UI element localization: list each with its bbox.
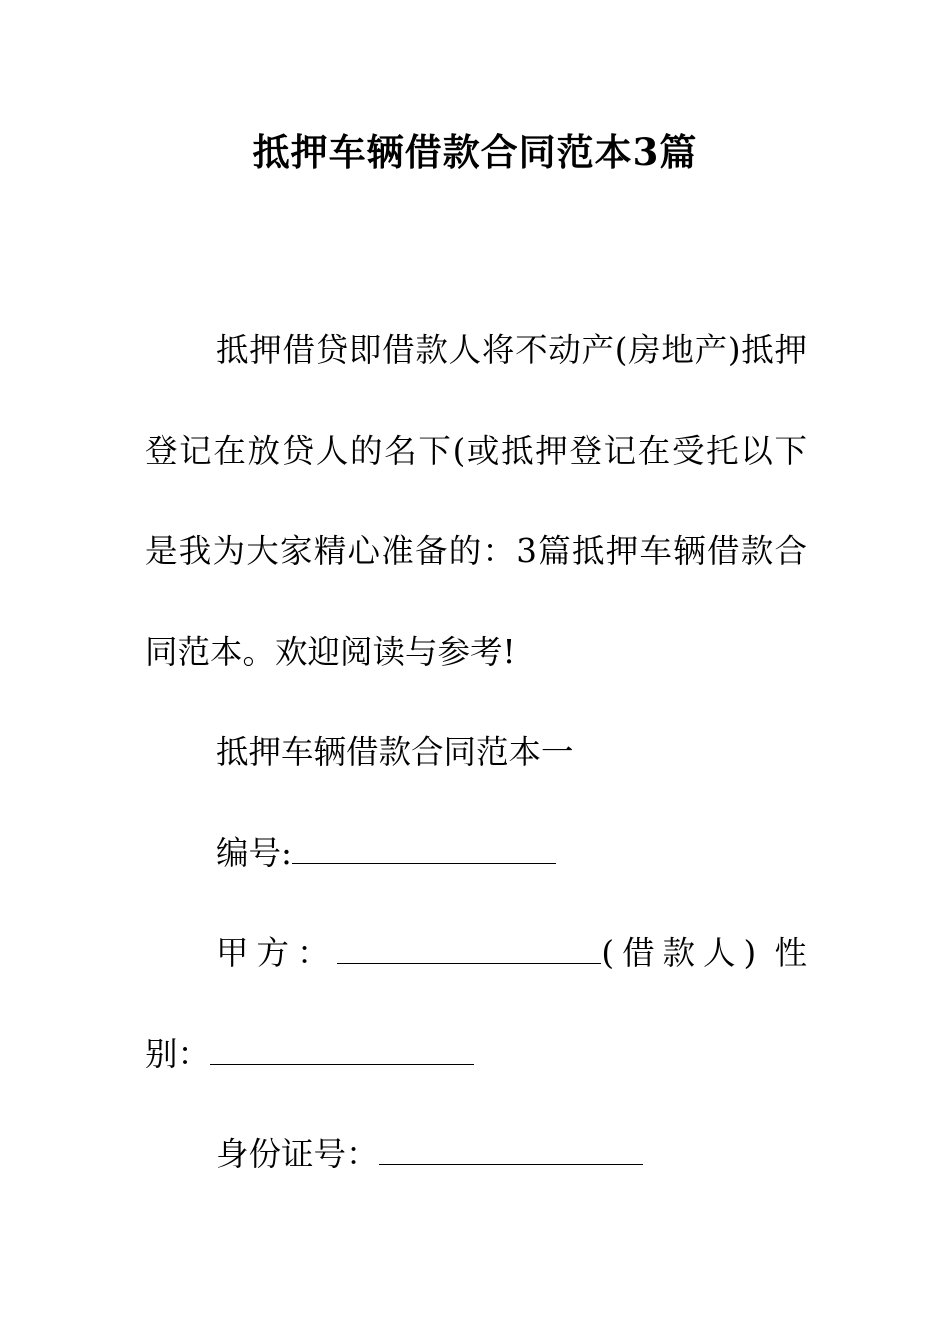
section-heading: 抵押车辆借款合同范本一 <box>216 733 574 771</box>
party-a-field <box>145 903 807 1104</box>
party-a-blank <box>337 939 601 964</box>
number-field <box>145 803 807 904</box>
number-label: 编号: <box>216 833 292 872</box>
number-blank <box>292 839 556 864</box>
id-number-field <box>145 1104 807 1205</box>
intro-paragraph: 抵押借贷即借款人将不动产(房地产)抵押登记在放贷人的名下(或抵押登记在受托以下是我为大家精心准备的：3篇抵押车辆借款合同范本。欢迎阅读与参考! <box>145 331 807 671</box>
party-a-label: 甲方： <box>216 934 338 972</box>
document-title: 抵押车辆借款合同范本3篇 <box>252 130 698 174</box>
party-a-suffix: (借款人) 性别： <box>145 934 807 1073</box>
id-number-label: 身份证号： <box>216 1135 379 1173</box>
gender-blank <box>210 1040 474 1065</box>
id-number-blank <box>379 1140 643 1165</box>
document-body <box>145 300 807 1205</box>
